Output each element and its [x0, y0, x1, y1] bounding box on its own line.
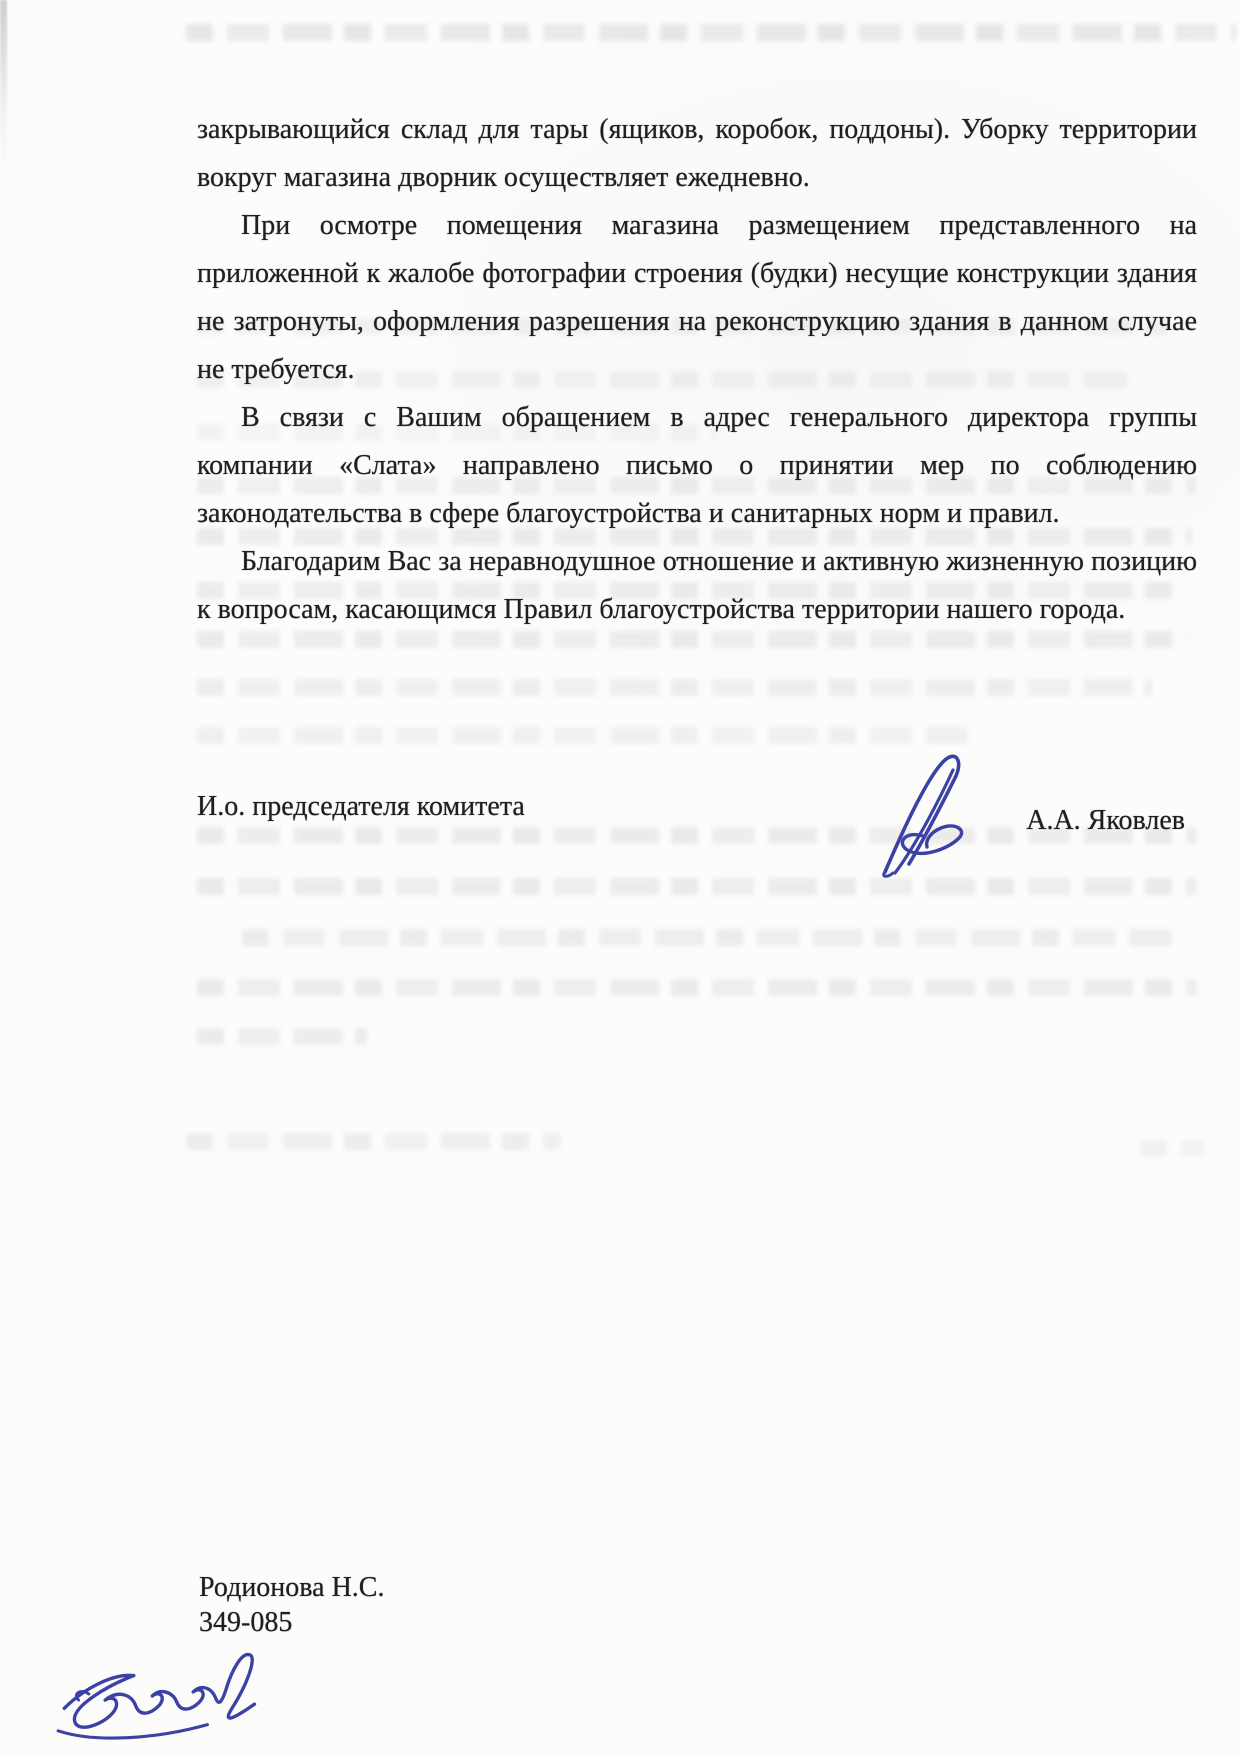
signatory-position: И.о. председателя комитета: [197, 791, 525, 822]
bleed-through-line: [186, 24, 1236, 41]
bleed-through-line: [186, 1133, 561, 1150]
bleed-through-line: [197, 878, 1197, 895]
bleed-through-line: [242, 929, 1172, 946]
bleed-through-line: [197, 727, 967, 744]
bleed-through-line: [197, 1028, 367, 1045]
paragraph-4: Благодарим Вас за неравнодушное отношение и активную жизненную позицию к вопросам, касающимся Правил благоустройства территории нашего города.: [197, 546, 1197, 625]
signatory-name: А.А. Яковлев: [1026, 805, 1185, 836]
signature-block: [197, 786, 1197, 876]
paragraph-2: При осмотре помещения магазина размещением представленного на приложенной к жалобе фотографии строения (будки) несущие конструкции здания не затронуты, оформления разрешения на реконструкцию здания в данном случае не требуется.: [197, 210, 1197, 385]
signature-executor-ink: [52, 1642, 277, 1750]
executor-name: Родионова Н.С.: [199, 1572, 385, 1603]
executor-phone: 349-085: [199, 1607, 293, 1638]
bleed-through-line: [197, 679, 1152, 696]
signature-yakovlev-ink: [863, 752, 997, 878]
paragraph-3: В связи с Вашим обращением в адрес генерального директора группы компании «Слата» направлено письмо о принятии мер по соблюдению законодательства в сфере благоустройства и санитарных норм и правил.: [197, 402, 1197, 529]
letter-body: [197, 106, 1197, 634]
executor-block: [199, 1570, 384, 1640]
scan-edge-artifact: [0, 0, 7, 175]
bleed-through-line: [1140, 1140, 1205, 1157]
bleed-through-line: [197, 979, 1197, 996]
paragraph-1: закрывающийся склад для тары (ящиков, коробок, поддоны). Уборку территории вокруг магазина дворник осуществляет ежедневно.: [197, 114, 1197, 193]
